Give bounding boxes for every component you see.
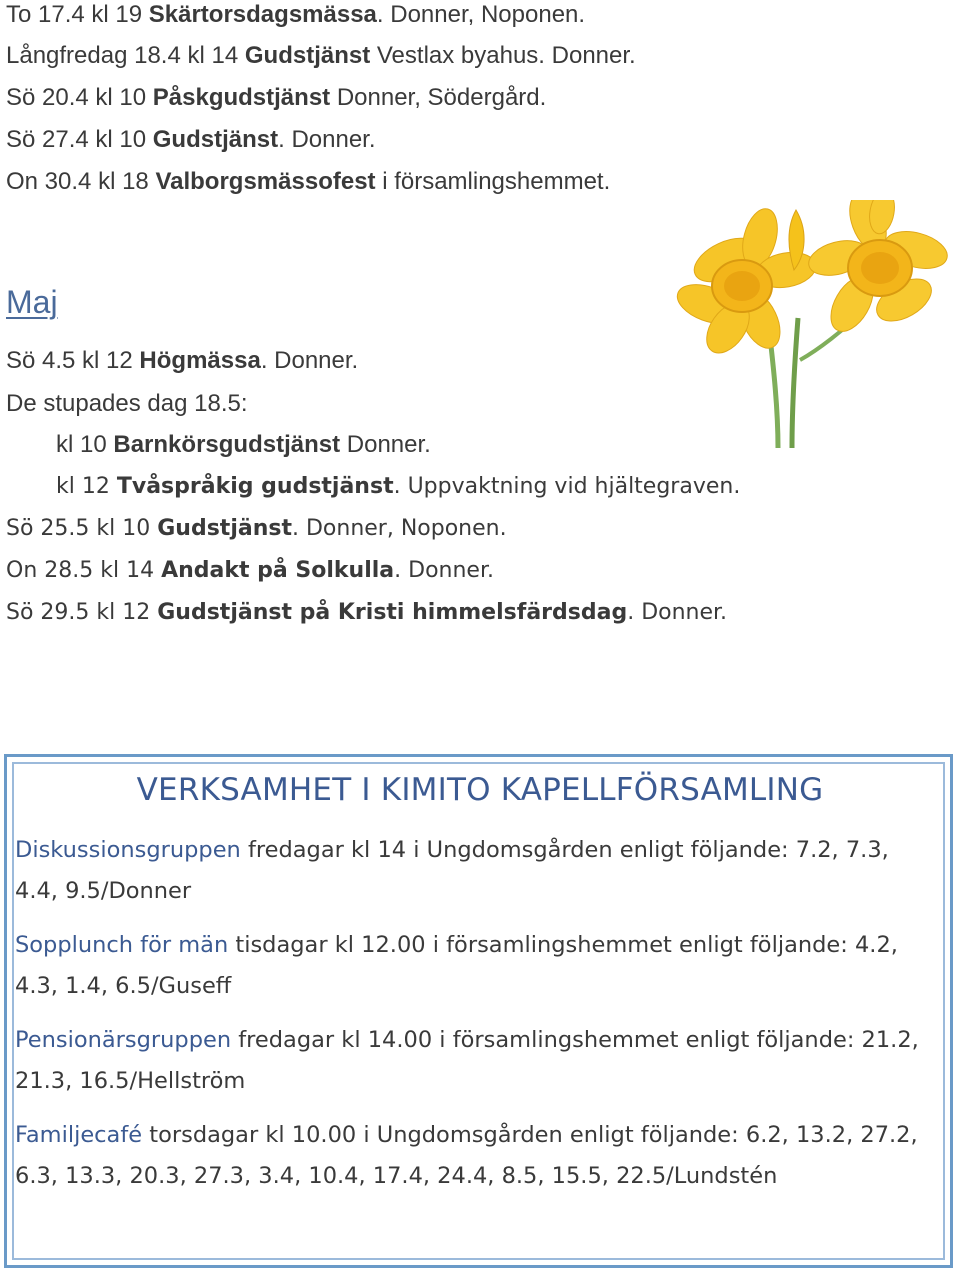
schedule-line: Sö 25.5 kl 10 Gudstjänst. Donner, Noponen. (6, 516, 507, 541)
activity-item (15, 1115, 935, 1197)
activity-item (15, 925, 935, 1007)
activity-item (15, 1020, 935, 1102)
schedule-line: Sö 4.5 kl 12 Högmässa. Donner. (6, 347, 359, 374)
activity-details: fredagar kl 14.00 i församlingshemmet enligt följande: 21.2, 21.3, 16.5/Hellström (15, 1027, 919, 1094)
schedule-line: On 30.4 kl 18 Valborgsmässofest i församlingshemmet. (6, 168, 611, 195)
schedule-line: Sö 27.4 kl 10 Gudstjänst. Donner. (6, 126, 376, 153)
schedule-line: To 17.4 kl 19 Skärtorsdagsmässa. Donner, Noponen. (6, 1, 586, 28)
daffodil-illustration (668, 200, 953, 450)
schedule-line: De stupades dag 18.5: (6, 390, 248, 417)
schedule-line: Sö 20.4 kl 10 Påskgudstjänst Donner, Södergård. (6, 84, 547, 111)
activity-name: Pensionärsgruppen (15, 1027, 232, 1053)
activity-details: torsdagar kl 10.00 i Ungdomsgården enligt följande: 6.2, 13.2, 27.2, 6.3, 13.3, 20.3, 27.3, 3.4, 10.4, 17.4, 24.4, 8.5, 15.5, 22.5/Lundstén (15, 1122, 918, 1189)
schedule-line: Långfredag 18.4 kl 14 Gudstjänst Vestlax byahus. Donner. (6, 42, 636, 69)
activity-item (15, 830, 935, 912)
activity-details: fredagar kl 14 i Ungdomsgården enligt följande: 7.2, 7.3, 4.4, 9.5/Donner (15, 837, 889, 904)
activity-name: Familjecafé (15, 1122, 143, 1148)
activity-details: tisdagar kl 12.00 i församlingshemmet enligt följande: 4.2, 4.3, 1.4, 6.5/Guseff (15, 932, 898, 999)
schedule-line: On 28.5 kl 14 Andakt på Solkulla. Donner. (6, 558, 494, 583)
schedule-line: kl 12 Tvåspråkig gudstjänst. Uppvaktning vid hjältegraven. (56, 474, 741, 499)
activity-name: Diskussionsgruppen (15, 837, 241, 863)
month-heading-maj: Maj (6, 284, 58, 320)
schedule-line: Sö 29.5 kl 12 Gudstjänst på Kristi himmelsfärdsdag. Donner. (6, 600, 728, 625)
box-title: VERKSAMHET I KIMITO KAPELLFÖRSAMLING (136, 772, 824, 808)
activity-name: Sopplunch för män (15, 932, 229, 958)
schedule-line: kl 10 Barnkörsgudstjänst Donner. (56, 431, 431, 458)
